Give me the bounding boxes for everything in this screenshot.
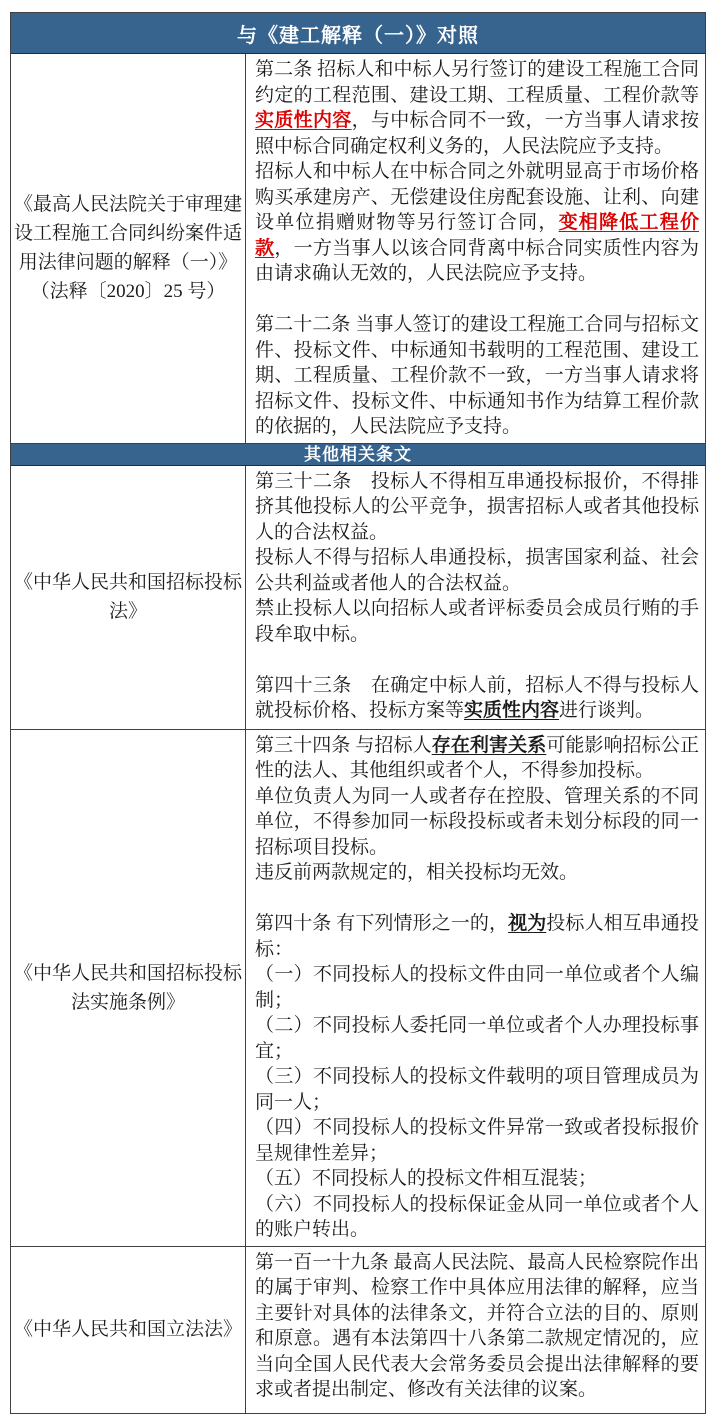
body-text: 第二十二条 当事人签订的建设工程施工合同与招标文件、投标文件、中标通知书载明的工程范围、建设工期、工程质量、工程价款不一致，一方当事人请求将招标文件、投标文件、中标通知书作为结算工程价款的依据的，人民法院应予支持。 bbox=[255, 314, 699, 437]
paragraph bbox=[255, 784, 699, 861]
source-cell bbox=[11, 730, 246, 1246]
body-text: 第四十三条 在确定中标人前，招标人不得与投标人就投标价格、投标方案等 bbox=[255, 674, 699, 721]
paragraph bbox=[255, 1250, 699, 1403]
body-text: （一）不同投标人的投标文件由同一单位或者个人编制； bbox=[255, 964, 699, 1011]
paragraph bbox=[255, 1064, 699, 1115]
paragraph bbox=[255, 673, 699, 724]
body-text: 第二条 招标人和中标人另行签订的建设工程施工合同约定的工程范围、建设工期、工程质量、工程价款等 bbox=[255, 59, 699, 106]
paragraph bbox=[255, 57, 699, 159]
paragraph bbox=[255, 469, 699, 546]
body-text: 第一百一十九条 最高人民法院、最高人民检察院作出的属于审判、检察工作中具体应用法律的解释，应当主要针对具体的法律条文，并符合立法的目的、原则和原意。遇有本法第四十八条第二款规定情况的，应当向全国人民代表大会常务委员会提出法律解释的要求或者提出制定、修改有关法律的议案。 bbox=[255, 1251, 699, 1400]
emphasis-bold-text: 存在利害关系 bbox=[431, 734, 547, 756]
paragraph bbox=[255, 1192, 699, 1243]
table-row bbox=[11, 1247, 705, 1413]
blank-line bbox=[255, 647, 699, 673]
source-cell bbox=[11, 1247, 246, 1413]
source-name: 《中华人民共和国招标投标法》 bbox=[14, 572, 243, 622]
table-row bbox=[11, 730, 705, 1247]
body-text: （三）不同投标人的投标文件载明的项目管理成员为同一人； bbox=[255, 1066, 699, 1113]
body-text: 进行谈判。 bbox=[559, 700, 655, 721]
table-row bbox=[11, 54, 705, 444]
paragraph bbox=[255, 733, 699, 784]
paragraph bbox=[255, 860, 699, 886]
body-text: 第三十四条 与招标人 bbox=[255, 734, 432, 756]
body-text: ，与中标合同不一致，一方当事人请求按照中标合同确定权利义务的，人民法院应予支持。 bbox=[255, 110, 699, 157]
comparison-table bbox=[10, 12, 706, 1414]
section-header-label: 与《建工解释（一）》对照 bbox=[237, 24, 479, 47]
content-cell bbox=[246, 1247, 705, 1413]
body-text: 第四十条 有下列情形之一的， bbox=[255, 913, 509, 934]
source-name: 《中华人民共和国立法法》 bbox=[14, 1319, 243, 1340]
source-name: 《最高人民法院关于审理建设工程施工合同纠纷案件适用法律问题的解释（一）》（法释〔2020〕25 号） bbox=[14, 194, 243, 303]
body-text: （六）不同投标人的投标保证金从同一单位或者个人的账户转出。 bbox=[255, 1193, 699, 1240]
paragraph bbox=[255, 1115, 699, 1166]
source-cell bbox=[11, 54, 246, 443]
paragraph bbox=[255, 159, 699, 287]
body-text: 违反前两款规定的，相关投标均无效。 bbox=[255, 862, 579, 883]
body-text: （二）不同投标人委托同一单位或者个人办理投标事宜； bbox=[255, 1015, 699, 1062]
paragraph bbox=[255, 1013, 699, 1064]
emphasis-bold-text: 视为 bbox=[508, 913, 547, 934]
content-cell bbox=[246, 466, 705, 729]
body-text: 禁止投标人以向招标人或者评标委员会成员行贿的手段牟取中标。 bbox=[255, 598, 699, 645]
table-row bbox=[11, 466, 705, 730]
body-text: 投标人不得与招标人串通投标，损害国家利益、社会公共利益或者他人的合法权益。 bbox=[255, 547, 699, 594]
body-text: 投标人相互串通投标： bbox=[255, 913, 699, 960]
source-name: 《中华人民共和国招标投标法实施条例》 bbox=[14, 962, 243, 1013]
body-text: 单位负责人为同一人或者存在控股、管理关系的不同单位，不得参加同一标段投标或者未划分标段的同一招标项目投标。 bbox=[255, 785, 699, 858]
paragraph bbox=[255, 596, 699, 647]
source-cell bbox=[11, 466, 246, 729]
paragraph bbox=[255, 312, 699, 440]
body-text: 第三十二条 投标人不得相互串通投标报价，不得排挤其他投标人的公平竞争，损害招标人或者其他投标人的合法权益。 bbox=[255, 470, 699, 543]
body-text: ，一方当事人以该合同背离中标合同实质性内容为由请求确认无效的，人民法院应予支持。 bbox=[255, 237, 699, 284]
paragraph bbox=[255, 911, 699, 962]
section-header bbox=[11, 13, 705, 54]
section-header bbox=[11, 444, 705, 466]
content-cell bbox=[246, 730, 705, 1246]
body-text: （四）不同投标人的投标文件异常一致或者投标报价呈规律性差异； bbox=[255, 1117, 699, 1164]
body-text: （五）不同投标人的投标文件相互混装； bbox=[255, 1168, 598, 1189]
content-cell bbox=[246, 54, 705, 443]
blank-line bbox=[255, 886, 699, 912]
blank-line bbox=[255, 287, 699, 313]
emphasis-red-text: 变相降低工程价款 bbox=[255, 212, 699, 259]
body-text: 招标人和中标人在中标合同之外就明显高于市场价格购买承建房产、无偿建设住房配套设施、让利、向建设单位捐赠财物等另行签订合同， bbox=[255, 161, 699, 233]
body-text: 可能影响招标公正性的法人、其他组织或者个人，不得参加投标。 bbox=[255, 734, 699, 781]
paragraph bbox=[255, 1166, 699, 1192]
emphasis-red-text: 实质性内容 bbox=[255, 110, 352, 131]
paragraph bbox=[255, 545, 699, 596]
paragraph bbox=[255, 962, 699, 1013]
section-header-label: 其他相关条文 bbox=[304, 444, 412, 464]
emphasis-bold-text: 实质性内容 bbox=[464, 700, 560, 721]
